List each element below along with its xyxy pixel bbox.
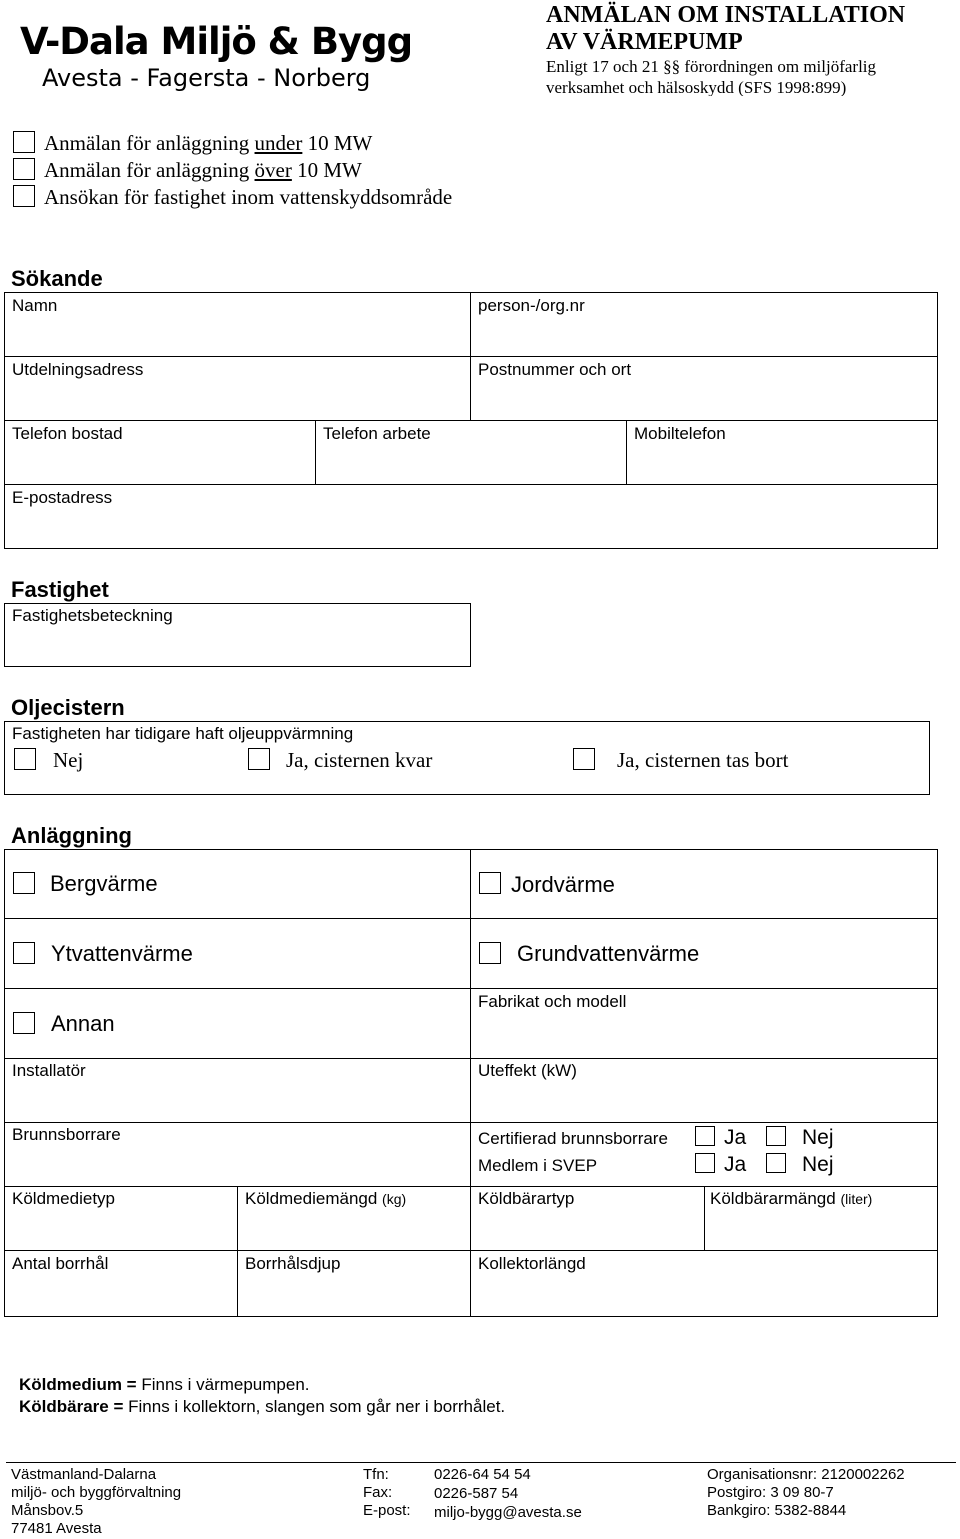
checkbox-grundvattenvarme[interactable] [479, 942, 501, 964]
field-label-koldmediemangd: Köldmediemängd (kg) [245, 1189, 407, 1208]
footer-tfn: 0226-64 54 54 [434, 1466, 531, 1483]
field-label-postnummer: Postnummer och ort [478, 360, 632, 379]
checkbox-over-10mw[interactable] [13, 158, 35, 180]
field-label-personnr: person-/org.nr [478, 296, 585, 315]
divider [4, 420, 938, 421]
footer-org-name: Västmanland-Dalarna [11, 1466, 157, 1483]
footer-postal: 77481 Avesta [11, 1520, 102, 1537]
footer-fax-label: Fax: [363, 1484, 393, 1501]
field-label-certifierad: Certifierad brunnsborrare [478, 1129, 668, 1148]
koldbararmangd-input[interactable] [710, 1212, 932, 1246]
field-label-kollektorlangd: Kollektorlängd [478, 1254, 586, 1273]
footer-orgnr: Organisationsnr: 2120002262 [707, 1466, 905, 1483]
checkbox-bergvarme[interactable] [13, 872, 35, 894]
law-reference-line-2: verksamhet och hälsoskydd (SFS 1998:899) [546, 78, 847, 96]
option-over-emphasis: över [254, 158, 292, 182]
field-label-utdelningsadress: Utdelningsadress [12, 360, 144, 379]
option-jordvarme: Jordvärme [511, 872, 615, 897]
section-heading-sokande: Sökande [11, 266, 103, 291]
checkbox-vattenskydd[interactable] [13, 185, 35, 207]
postnummer-input[interactable] [476, 382, 932, 416]
option-grundvattenvarme: Grundvattenvärme [517, 941, 700, 966]
fabrikat-input[interactable] [476, 1014, 932, 1054]
option-under-10mw: Anmälan för anläggning under 10 MW [44, 131, 373, 155]
svep-nej-label: Nej [802, 1153, 834, 1176]
divider [704, 1186, 705, 1250]
option-annan: Annan [51, 1011, 115, 1036]
option-over-10mw: Anmälan för anläggning över 10 MW [44, 158, 362, 182]
option-cisternen-kvar: Ja, cisternen kvar [286, 748, 433, 772]
checkbox-cisternen-tas-bort[interactable] [573, 748, 595, 770]
field-label-brunnsborrare: Brunnsborrare [12, 1125, 121, 1144]
field-label-fastighetsbeteckning: Fastighetsbeteckning [12, 606, 173, 625]
koldbarartyp-input[interactable] [476, 1212, 698, 1246]
field-label-fabrikat: Fabrikat och modell [478, 992, 627, 1011]
oljecistern-question: Fastigheten har tidigare haft oljeuppvärmning [12, 724, 354, 743]
divider [470, 849, 471, 1317]
note-koldmedium: Köldmedium = Finns i värmepumpen. [19, 1375, 310, 1394]
logo-title: V-Dala Miljö & Bygg [20, 20, 413, 63]
divider [4, 484, 938, 485]
svep-ja-label: Ja [724, 1153, 747, 1176]
koldmedietyp-input[interactable] [10, 1212, 232, 1246]
telefon-bostad-input[interactable] [10, 446, 308, 480]
checkbox-cisternen-kvar[interactable] [248, 748, 270, 770]
footer-tfn-label: Tfn: [363, 1466, 389, 1483]
field-label-mobiltelefon: Mobiltelefon [634, 424, 726, 443]
field-label-epost: E-postadress [12, 488, 113, 507]
section-heading-fastighet: Fastighet [11, 577, 109, 602]
option-cisternen-tas-bort: Ja, cisternen tas bort [617, 748, 789, 772]
divider [4, 1186, 938, 1187]
field-label-installator: Installatör [12, 1061, 86, 1080]
brunnsborrare-input[interactable] [10, 1148, 462, 1182]
footer-org-department: miljö- och byggförvaltning [11, 1484, 182, 1501]
divider [470, 292, 471, 420]
logo-subtitle: Avesta - Fagersta - Norberg [42, 64, 371, 92]
field-label-medlem-svep: Medlem i SVEP [478, 1156, 598, 1175]
namn-input[interactable] [10, 318, 462, 352]
divider [626, 420, 627, 484]
checkbox-annan[interactable] [13, 1012, 35, 1034]
field-label-telefon-arbete: Telefon arbete [323, 424, 431, 443]
footer-divider [6, 1462, 956, 1463]
checkbox-svep-ja[interactable] [695, 1153, 715, 1173]
divider [4, 988, 938, 989]
section-heading-oljecistern: Oljecistern [11, 695, 125, 720]
checkbox-ytvattenvarme[interactable] [13, 942, 35, 964]
note-koldbarare: Köldbärare = Finns i kollektorn, slangen som går ner i borrhålet. [19, 1397, 506, 1416]
fastighetsbeteckning-input[interactable] [4, 603, 471, 667]
installator-input[interactable] [10, 1084, 462, 1118]
mobiltelefon-input[interactable] [632, 446, 932, 480]
field-label-namn: Namn [12, 296, 58, 315]
footer-postgiro: Postgiro: 3 09 80-7 [707, 1484, 834, 1501]
section-heading-anlaggning: Anläggning [11, 823, 132, 848]
option-under-emphasis: under [254, 131, 303, 155]
footer-fax: 0226-587 54 [434, 1485, 519, 1502]
divider [315, 420, 316, 484]
uteffekt-input[interactable] [476, 1084, 932, 1118]
law-reference [540, 54, 960, 96]
divider [4, 356, 938, 357]
checkbox-certifierad-ja[interactable] [695, 1126, 715, 1146]
option-nej: Nej [53, 748, 84, 772]
checkbox-nej[interactable] [14, 748, 36, 770]
certifierad-ja-label: Ja [724, 1126, 747, 1149]
certifierad-nej-label: Nej [802, 1126, 834, 1149]
footer-address: Månsbov.5 [11, 1502, 84, 1519]
checkbox-under-10mw[interactable] [13, 131, 35, 153]
option-vattenskydd: Ansökan för fastighet inom vattenskyddsområde [44, 185, 453, 209]
field-label-uteffekt: Uteffekt (kW) [478, 1061, 577, 1080]
checkbox-certifierad-nej[interactable] [766, 1126, 786, 1146]
form-title-line-1: ANMÄLAN OM INSTALLATION [546, 2, 906, 28]
divider [237, 1186, 238, 1317]
divider [4, 1058, 938, 1059]
koldmediemangd-input[interactable] [243, 1212, 465, 1246]
checkbox-jordvarme[interactable] [479, 872, 501, 894]
field-label-antal-borrhal: Antal borrhål [12, 1254, 109, 1273]
option-bergvarme: Bergvärme [50, 871, 158, 896]
field-label-koldmedietyp: Köldmedietyp [12, 1189, 116, 1208]
telefon-arbete-input[interactable] [321, 446, 619, 480]
checkbox-svep-nej[interactable] [766, 1153, 786, 1173]
divider [4, 1122, 938, 1123]
footer-epost-link[interactable]: miljo-bygg@avesta.se [434, 1504, 582, 1521]
borrhalsdjup-input[interactable] [243, 1276, 465, 1312]
personnr-input[interactable] [476, 318, 932, 352]
epost-input[interactable] [10, 510, 932, 544]
utdelningsadress-input[interactable] [10, 382, 462, 416]
field-label-borrhalsdjup: Borrhålsdjup [245, 1254, 341, 1273]
law-reference-line-1: Enligt 17 och 21 §§ förordningen om miljöfarlig [546, 57, 877, 76]
divider [4, 1250, 938, 1251]
footer-epost-label: E-post: [363, 1502, 411, 1519]
form-title-line-2: AV VÄRMEPUMP [546, 29, 743, 55]
field-label-koldbararmangd: Köldbärarmängd (liter) [710, 1189, 873, 1208]
option-ytvattenvarme: Ytvattenvärme [51, 941, 193, 966]
kollektorlangd-input[interactable] [476, 1276, 932, 1312]
field-label-telefon-bostad: Telefon bostad [12, 424, 123, 443]
footer-bankgiro: Bankgiro: 5382-8844 [707, 1502, 847, 1519]
anlaggning-box [4, 849, 938, 1317]
antal-borrhal-input[interactable] [10, 1276, 232, 1312]
divider [4, 918, 938, 919]
field-label-koldbarartyp: Köldbärartyp [478, 1189, 575, 1208]
